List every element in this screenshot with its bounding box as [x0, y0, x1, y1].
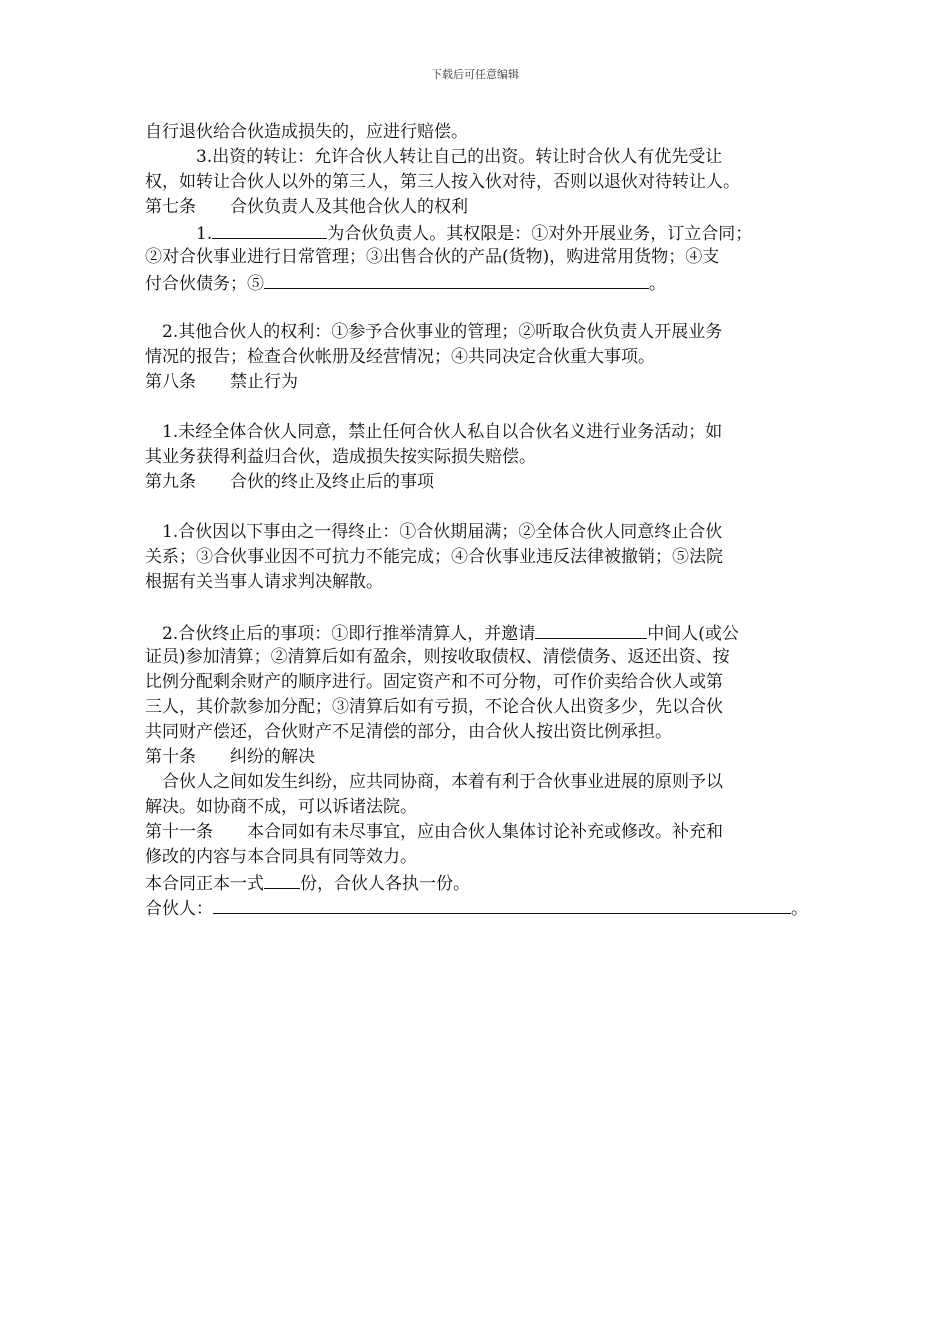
text-fragment: 为合伙负责人。其权限是：①对外开展业务，订立合同；	[327, 224, 753, 244]
text-fragment: 中间人(或公	[647, 624, 739, 644]
fill-blank[interactable]	[264, 870, 300, 889]
text-line	[145, 870, 815, 895]
text-line: 1.合伙因以下事由之一得终止：①合伙期届满；②全体合伙人同意终止合伙	[145, 522, 723, 542]
text-line: 比例分配剩余财产的顺序进行。固定资产和不可分物，可作价卖给合伙人或第	[145, 672, 723, 692]
text-fragment: 。	[649, 274, 666, 294]
fill-blank[interactable]	[213, 895, 791, 914]
spacer	[145, 395, 815, 420]
article-7-heading: 第七条 合伙负责人及其他合伙人的权利	[145, 197, 468, 217]
article-11-text: 第十一条 本合同如有未尽事宜，应由合伙人集体讨论补充或修改。补充和	[145, 822, 723, 842]
text-fragment: 。	[791, 899, 808, 919]
text-line: 合伙人之间如发生纠纷，应共同协商，本着有利于合伙事业进展的原则予以	[145, 772, 723, 792]
text-line: 自行退伙给合伙造成损失的，应进行赔偿。	[145, 122, 468, 142]
text-fragment: 份，合伙人各执一份。	[300, 874, 470, 894]
page-header: 下载后可任意编辑	[431, 68, 519, 81]
text-line: 1.未经全体合伙人同意，禁止任何合伙人私自以合伙名义进行业务活动；如	[145, 422, 723, 442]
text-line: 权，如转让合伙人以外的第三人，第三人按入伙对待，否则以退伙对待转让人。	[145, 172, 740, 192]
text-line: 关系；③合伙事业因不可抗力不能完成；④合伙事业违反法律被撤销；⑤法院	[145, 547, 723, 567]
spacer	[145, 495, 815, 520]
text-line: ②对合伙事业进行日常管理；③出售合伙的产品(货物)，购进常用货物；④支	[145, 247, 720, 267]
signature-line	[145, 895, 815, 920]
fill-blank[interactable]	[212, 220, 327, 239]
text-fragment: 合伙人：	[145, 899, 213, 919]
text-line: 修改的内容与本合同具有同等效力。	[145, 847, 417, 867]
text-line: 三人，其价款参加分配；③清算后如有亏损，不论合伙人出资多少，先以合伙	[145, 697, 723, 717]
text-line: 证员)参加清算；②清算后如有盈余，则按收取债权、清偿债务、返还出资、按	[145, 647, 730, 667]
text-line	[145, 620, 815, 645]
text-line	[145, 270, 815, 295]
spacer	[145, 595, 815, 620]
spacer	[145, 295, 815, 320]
fill-blank[interactable]	[264, 270, 649, 289]
text-line: 根据有关当事人请求判决解散。	[145, 572, 383, 592]
text-line	[145, 220, 815, 245]
text-fragment: 本合同正本一式	[145, 874, 264, 894]
fill-blank[interactable]	[535, 620, 647, 639]
text-line: 2.其他合伙人的权利：①参予合伙事业的管理；②听取合伙负责人开展业务	[145, 322, 723, 342]
text-line: 共同财产偿还，合伙财产不足清偿的部分，由合伙人按出资比例承担。	[145, 722, 672, 742]
article-8-heading: 第八条 禁止行为	[145, 372, 298, 392]
text-fragment: 2.合伙终止后的事项：①即行推举清算人，并邀请	[145, 624, 536, 644]
text-fragment: 付合伙债务；⑤	[145, 274, 264, 294]
text-line: 3.出资的转让：允许合伙人转让自己的出资。转让时合伙人有优先受让	[145, 147, 723, 167]
text-line: 情况的报告；检查合伙帐册及经营情况；④共同决定合伙重大事项。	[145, 347, 655, 367]
text-line: 其业务获得利益归合伙，造成损失按实际损失赔偿。	[145, 447, 536, 467]
document-body	[145, 120, 815, 920]
text-line: 解决。如协商不成，可以诉诸法院。	[145, 797, 417, 817]
article-9-heading: 第九条 合伙的终止及终止后的事项	[145, 472, 434, 492]
article-10-heading: 第十条 纠纷的解决	[145, 747, 315, 767]
text-fragment: 1.	[145, 224, 213, 244]
